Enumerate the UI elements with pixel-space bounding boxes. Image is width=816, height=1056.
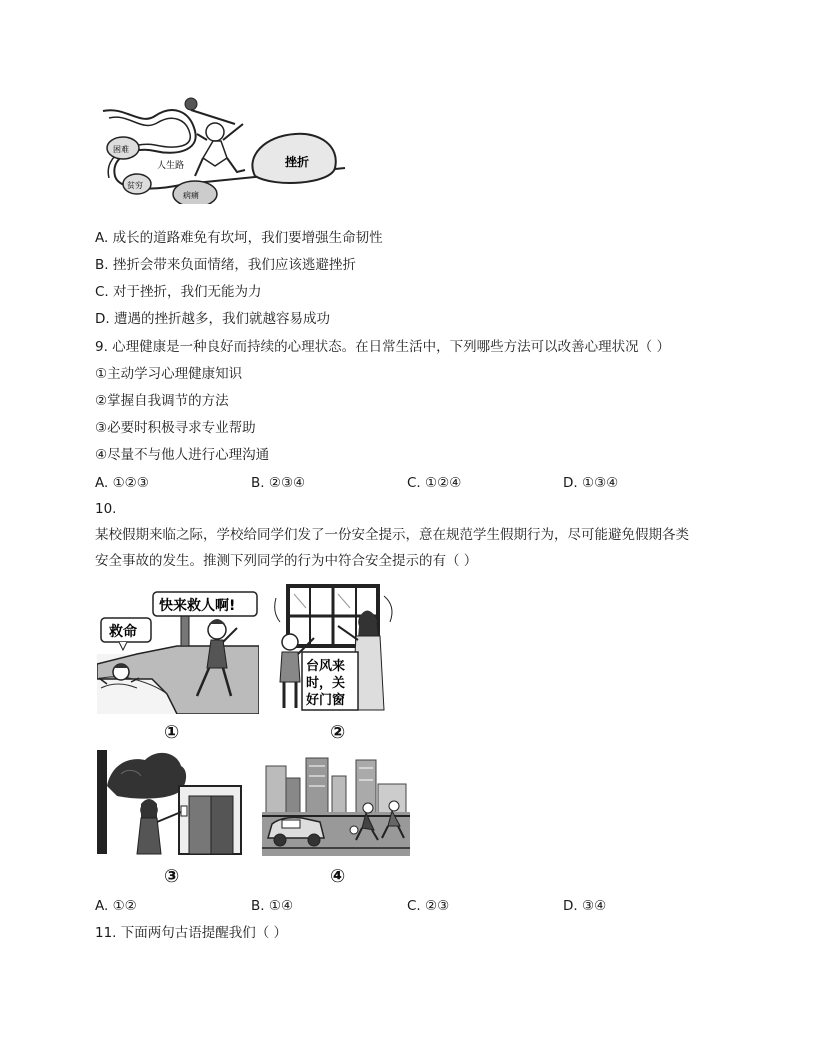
sign-line-3: 好门窗 [306, 693, 346, 708]
q10-picture-4 [262, 756, 410, 856]
stone-label-poverty: 贫穷 [127, 181, 143, 190]
bubble-save-me: 救命 [109, 624, 137, 640]
stone-label-difficulty: 困难 [113, 145, 129, 154]
q9-choice-d: D. ①③④ [563, 475, 619, 491]
q10-choice-c: C. ②③ [407, 898, 450, 914]
q8-option-b: B. 挫折会带来负面情绪，我们应该逃避挫折 [95, 257, 356, 273]
q10-choice-d: D. ③④ [563, 898, 607, 914]
q9-choice-c: C. ①②④ [407, 475, 462, 491]
stone-label-illness: 病痛 [183, 191, 199, 200]
q10-stem-line1: 某校假期来临之际，学校给同学们发了一份安全提示，意在规范学生假期行为，尽可能避免假期各类 [95, 527, 689, 543]
q9-item-4: ④尽量不与他人进行心理沟通 [95, 447, 270, 463]
q10-choice-b: B. ①④ [251, 898, 294, 914]
q10-picture-3-number: ③ [164, 866, 180, 887]
q10-picture-1-number: ① [164, 722, 180, 743]
q9-stem: 9. 心理健康是一种良好而持续的心理状态。在日常生活中，下列哪些方法可以改善心理状况（ ） [95, 339, 670, 355]
q10-picture-1 [97, 584, 259, 714]
sign-line-2: 时，关 [306, 676, 346, 691]
q9-item-1: ①主动学习心理健康知识 [95, 366, 243, 382]
q8-option-a: A. 成长的道路难免有坎坷，我们要增强生命韧性 [95, 230, 383, 246]
q9-choice-a: A. ①②③ [95, 475, 149, 491]
q9-choice-b: B. ②③④ [251, 475, 306, 491]
q8-figure-setback-road [95, 96, 355, 204]
q8-illustration [95, 96, 355, 204]
q11-stem: 11. 下面两句古语提醒我们（ ） [95, 925, 288, 941]
q10-picture-2 [272, 582, 406, 716]
rock-label-setback: 挫折 [285, 155, 310, 169]
bubble-help-shout: 快来救人啊! [159, 598, 236, 614]
road-label: 人生路 [157, 161, 185, 171]
q9-item-3: ③必要时积极寻求专业帮助 [95, 420, 256, 436]
q10-stem-line2: 安全事故的发生。推测下列同学的行为中符合安全提示的有（ ） [95, 553, 478, 569]
q8-option-d: D. 遭遇的挫折越多，我们就越容易成功 [95, 311, 330, 327]
q10-number: 10. [95, 501, 117, 517]
q10-picture-2-number: ② [330, 722, 346, 743]
q10-choice-a: A. ①② [95, 898, 137, 914]
q8-option-c: C. 对于挫折，我们无能为力 [95, 284, 262, 300]
q10-picture-4-number: ④ [330, 866, 346, 887]
q10-picture-3 [97, 746, 243, 856]
sign-line-1: 台风来 [306, 659, 346, 674]
q9-item-2: ②掌握自我调节的方法 [95, 393, 229, 409]
